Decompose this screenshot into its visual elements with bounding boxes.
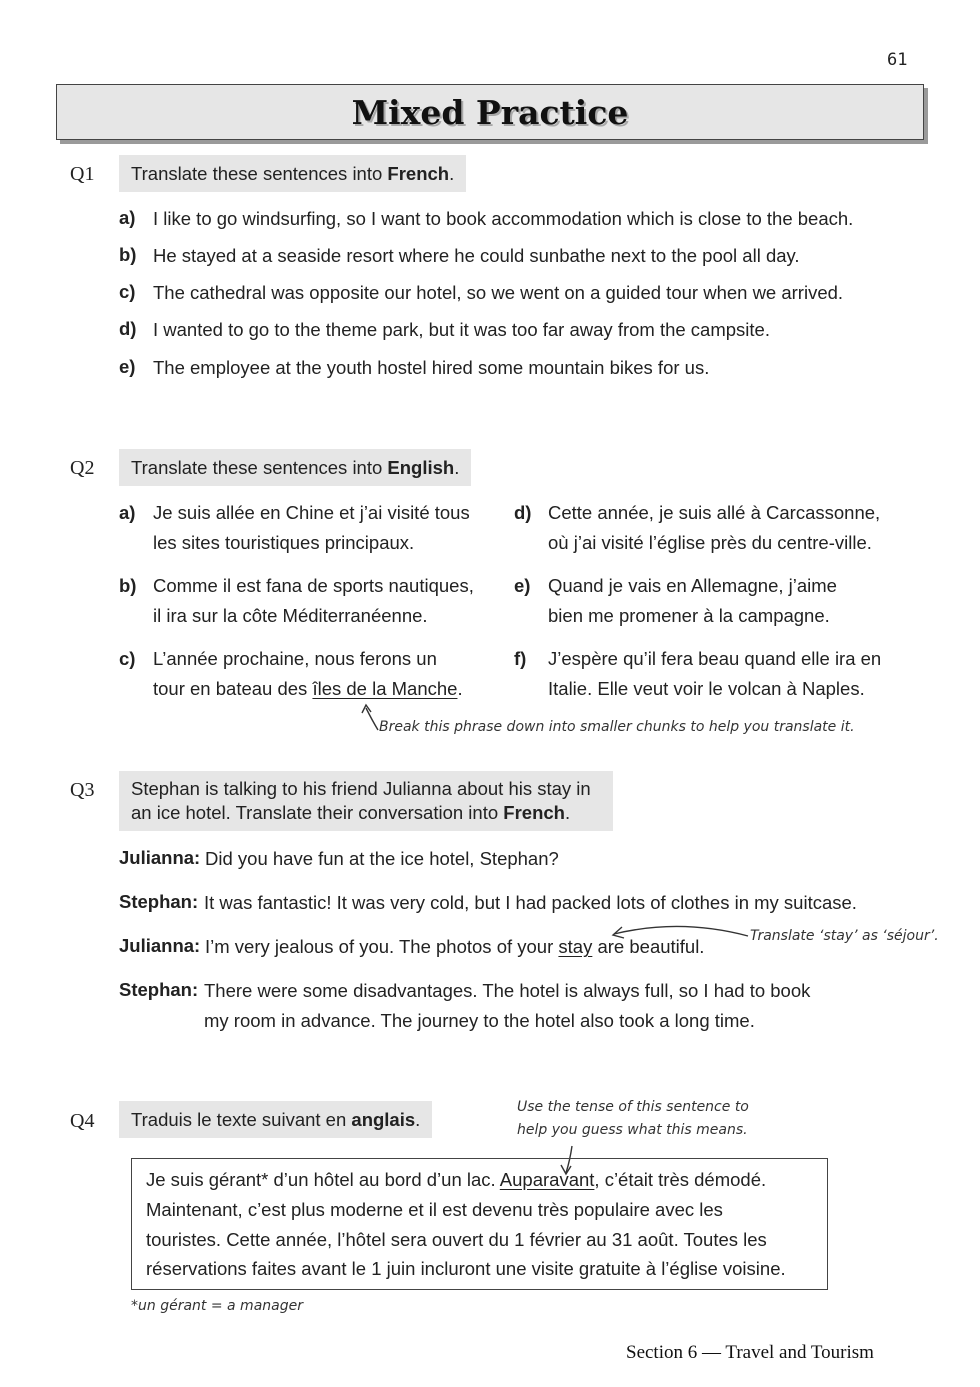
q1-item-letter: e): [119, 356, 136, 377]
q1-item-letter: a): [119, 207, 136, 228]
q2-item-letter: b): [119, 575, 137, 596]
q2-instruction-bold: English: [387, 457, 455, 478]
q4-text-line4: réservations faites avant le 1 juin incluront une visite gratuite à l’église voisine.: [146, 1258, 786, 1279]
q3-underlined-word: stay: [558, 936, 593, 957]
q1-item-letter: c): [119, 281, 136, 302]
q1-item-text: He stayed at a seaside resort where he could sunbathe next to the pool all day.: [153, 245, 800, 266]
q1-item-letter: b): [119, 244, 137, 265]
q1-item-text: The employee at the youth hostel hired some mountain bikes for us.: [153, 357, 710, 378]
q4-underlined-word: Auparavant: [499, 1169, 595, 1190]
q2-item-a-line2: les sites touristiques principaux.: [153, 532, 415, 553]
q1-instruction-bold: French: [387, 163, 450, 184]
q4-instruction-end: .: [415, 1109, 421, 1130]
section-footer: Section 6 — Travel and Tourism: [626, 1342, 874, 1363]
q3-instruction-line1: Stephan is talking to his friend Julianna about his stay in: [131, 778, 591, 799]
q3-number: Q3: [70, 779, 95, 801]
dialogue-text-end: are beautiful.: [592, 936, 705, 957]
q3-hint: Translate ‘stay’ as ‘séjour’.: [750, 928, 939, 944]
q2-item-letter: e): [514, 575, 531, 596]
q2-item-letter: f): [514, 648, 527, 669]
dialogue-speaker: Stephan:: [119, 891, 199, 912]
dialogue-line: my room in advance. The journey to the hotel also took a long time.: [204, 1010, 755, 1031]
q2-item-c-end: .: [457, 678, 463, 699]
dialogue-speaker: Stephan:: [119, 979, 199, 1000]
q2-item-f-line1: J’espère qu’il fera beau quand elle ira en: [548, 648, 882, 669]
q1-number: Q1: [70, 163, 95, 185]
dialogue-speaker: Julianna:: [119, 935, 201, 956]
dialogue-line: There were some disadvantages. The hotel is always full, so I had to book: [204, 980, 811, 1001]
q2-item-d-line2: où j’ai visité l’église près du centre-ville.: [548, 532, 872, 553]
q1-instruction-end: .: [449, 163, 455, 184]
q1-item-text: The cathedral was opposite our hotel, so we went on a guided tour when we arrived.: [153, 282, 844, 303]
dialogue-speaker: Julianna:: [119, 847, 201, 868]
q2-number: Q2: [70, 457, 95, 479]
q2-underlined-phrase: îles de la Manche: [312, 678, 458, 699]
q4-hint-line2: help you guess what this means.: [517, 1122, 748, 1138]
q2-item-c-line1: L’année prochaine, nous ferons un: [153, 648, 437, 669]
page-title: Mixed Practice: [351, 93, 629, 132]
page-number: 61: [887, 50, 908, 70]
q2-hint: Break this phrase down into smaller chunks to help you translate it.: [379, 719, 855, 735]
q2-instruction-text: Translate these sentences into: [131, 457, 388, 478]
q2-item-b-line1: Comme il est fana de sports nautiques,: [153, 575, 474, 596]
q2-item-letter: c): [119, 648, 136, 669]
q2-item-d-line1: Cette année, je suis allé à Carcassonne,: [548, 502, 881, 523]
q2-item-a-line1: Je suis allée en Chine et j’ai visité tous: [153, 502, 470, 523]
q4-footnote: *un gérant = a manager: [131, 1298, 303, 1314]
q4-text: Je suis gérant* d’un hôtel au bord d’un lac.: [146, 1169, 500, 1190]
q2-item-f-line2: Italie. Elle veut voir le volcan à Naples.: [548, 678, 865, 699]
q1-item-text: I like to go windsurfing, so I want to book accommodation which is close to the beach.: [153, 208, 854, 229]
q4-instruction-bold: anglais: [351, 1109, 416, 1130]
q4-number: Q4: [70, 1110, 95, 1132]
q3-instruction-text: an ice hotel. Translate their conversation into: [131, 802, 504, 823]
q2-item-e-line1: Quand je vais en Allemagne, j’aime: [548, 575, 837, 596]
q2-item-letter: d): [514, 502, 532, 523]
q2-item-letter: a): [119, 502, 136, 523]
q2-item-b-line2: il ira sur la côte Méditerranéenne.: [153, 605, 428, 626]
q4-hint-line1: Use the tense of this sentence to: [517, 1099, 749, 1115]
dialogue-text: I’m very jealous of you. The photos of your: [205, 936, 559, 957]
q4-text-end: , c’était très démodé.: [594, 1169, 767, 1190]
q4-text-line3: touristes. Cette année, l’hôtel sera ouvert du 1 février au 31 août. Toutes les: [146, 1229, 767, 1250]
q1-instruction-text: Translate these sentences into: [131, 163, 388, 184]
dialogue-line: It was fantastic! It was very cold, but I had packed lots of clothes in my suitcase.: [204, 892, 857, 913]
q2-item-e-line2: bien me promener à la campagne.: [548, 605, 830, 626]
q4-instruction-text: Traduis le texte suivant en: [131, 1109, 352, 1130]
q1-item-text: I wanted to go to the theme park, but it was too far away from the campsite.: [153, 319, 770, 340]
dialogue-line: Did you have fun at the ice hotel, Stephan?: [205, 848, 559, 869]
q3-instruction-end: .: [564, 802, 571, 823]
q1-item-letter: d): [119, 318, 137, 339]
q3-instruction-bold: French: [503, 802, 565, 823]
q4-text-line2: Maintenant, c’est plus moderne et il est devenu très populaire avec les: [146, 1199, 723, 1220]
q2-instruction-end: .: [454, 457, 460, 478]
q2-item-c-text: tour en bateau des: [153, 678, 313, 699]
q4-text-line1: [146, 1165, 766, 1195]
